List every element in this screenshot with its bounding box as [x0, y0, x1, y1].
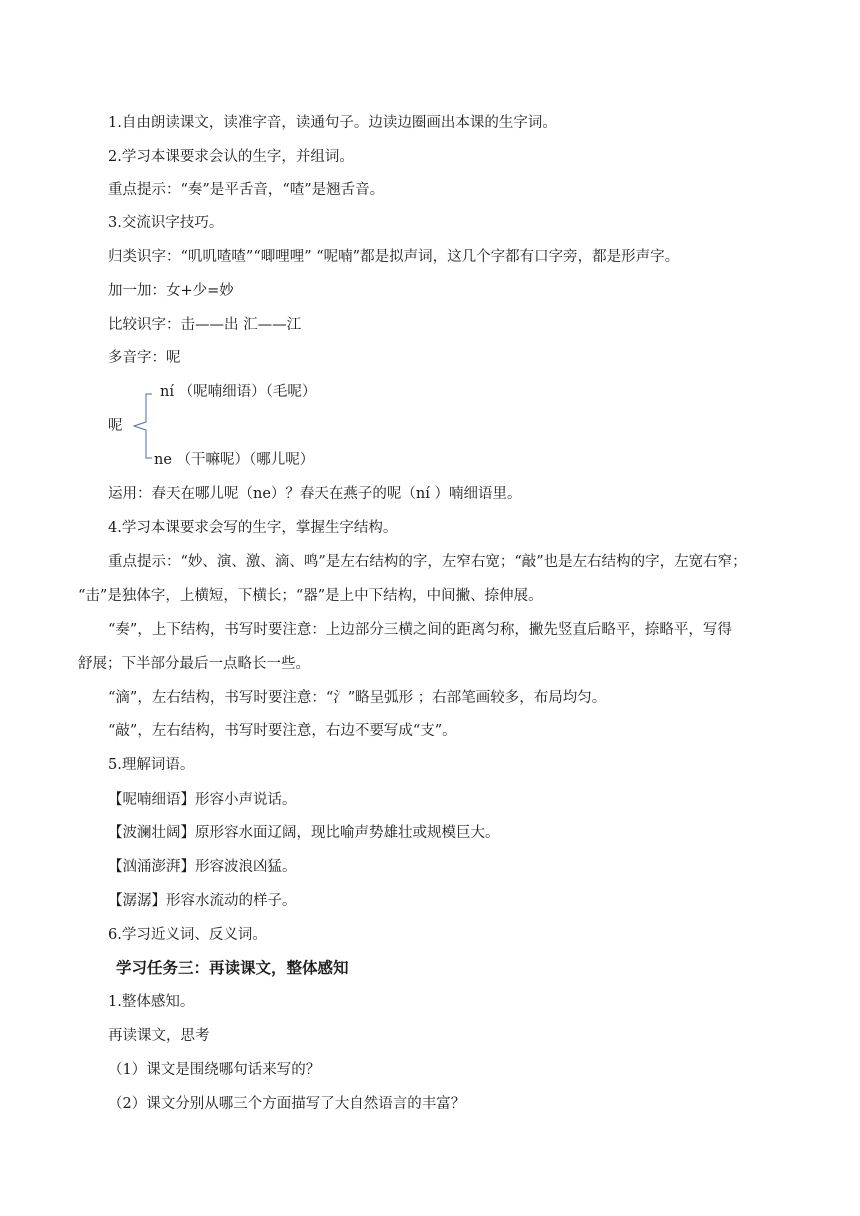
zou-writing-line-1: “奏”，上下结构，书写时要注意：上边部分三横之间的距离匀称，撇先竖直后略平，捺略平，写得	[108, 622, 732, 638]
question-2: （2）课文分别从哪三个方面描写了大自然语言的丰富？	[108, 1096, 466, 1112]
step-3-literacy-skills: 3.交流识字技巧。	[108, 215, 224, 231]
step-2-learn-characters: 2.学习本课要求会认的生字，并组词。	[108, 149, 354, 165]
usage-example: 运用：春天在哪儿呢（ne）？春天在燕子的呢（ní ）喃细语里。	[108, 486, 522, 502]
add-characters: 加一加：女+少=妙	[108, 283, 234, 299]
compare-characters: 比较识字：击——出 汇——江	[108, 317, 302, 333]
vocab-surging: 【汹涌澎湃】形容波浪凶猛。	[108, 859, 297, 875]
vocab-magnificent: 【波澜壮阔】原形容水面辽阔，现比喻声势雄壮或规模巨大。	[108, 825, 500, 841]
step-5-vocabulary: 5.理解词语。	[108, 757, 195, 773]
structure-tip-line-2: “击”是独体字，上横短，下横长；“器”是上中下结构，中间撇、捺伸展。	[78, 588, 543, 604]
step-4-writing-characters: 4.学习本课要求会写的生字，掌握生字结构。	[108, 520, 398, 536]
reread-prompt: 再读课文，思考	[108, 1028, 210, 1044]
zou-writing-line-2: 舒展；下半部分最后一点略长一些。	[78, 656, 310, 672]
vocab-whisper: 【呢喃细语】形容小声说话。	[108, 792, 297, 808]
task-3-heading: 学习任务三：再读课文，整体感知	[116, 959, 349, 977]
polyphone-character: 呢	[108, 418, 123, 434]
category-literacy: 归类识字：“叽叽喳喳”“唧哩哩” “呢喃”都是拟声词，这几个字都有口字旁，都是形声字。	[108, 249, 680, 265]
qiao-writing-tip: “敲”，左右结构，书写时要注意，右边不要写成“支”。	[108, 723, 457, 739]
polyphone-label: 多音字：呢	[108, 350, 181, 366]
structure-tip-line-1: 重点提示：“妙、演、激、滴、鸣”是左右结构的字，左窄右宽；“敲”也是左右结构的字，左宽右窄；	[108, 554, 747, 570]
step-6-synonyms: 6.学习近义词、反义词。	[108, 927, 267, 943]
polyphone-ne-reading: ne （干嘛呢）（哪儿呢）	[154, 452, 315, 468]
overall-perception: 1.整体感知。	[108, 994, 195, 1010]
di-writing-tip: “滴”，左右结构，书写时要注意：“氵”略呈弧形 ；右部笔画较多，布局均匀。	[108, 690, 607, 706]
vocab-murmuring: 【潺潺】形容水流动的样子。	[108, 893, 297, 909]
question-1: （1）课文是围绕哪句话来写的？	[108, 1062, 321, 1078]
pronunciation-tip: 重点提示：“奏”是平舌音，“喳”是翘舌音。	[108, 182, 385, 198]
brace-icon	[130, 388, 156, 464]
polyphone-ni-reading: ní （呢喃细语）（毛呢）	[160, 384, 317, 400]
step-1-read-aloud: 1.自由朗读课文，读准字音，读通句子。边读边圈画出本课的生字词。	[108, 115, 557, 131]
